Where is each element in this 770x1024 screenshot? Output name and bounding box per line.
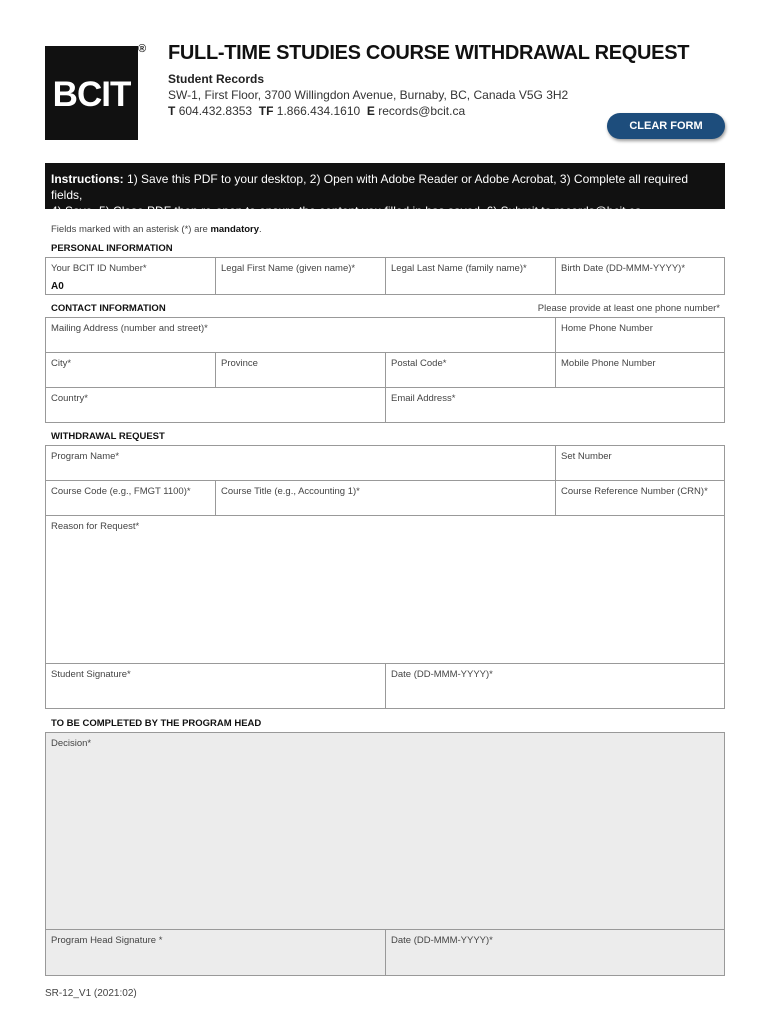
registered-mark: ® <box>138 43 147 55</box>
reason-label: Reason for Request* <box>51 521 140 532</box>
program-head-date-label: Date (DD-MMM-YYYY)* <box>391 935 493 946</box>
course-code-label: Course Code (e.g., FMGT 1100)* <box>51 486 191 497</box>
form-code: SR-12_V1 (2021:02) <box>45 988 137 999</box>
program-head-date-field[interactable] <box>385 929 725 976</box>
crn-field[interactable] <box>555 480 725 516</box>
last-name-label: Legal Last Name (family name)* <box>391 263 527 274</box>
email-label: E <box>366 104 375 118</box>
mobile-phone-field[interactable] <box>555 352 725 388</box>
instructions-box <box>45 163 725 218</box>
form-title: FULL-TIME STUDIES COURSE WITHDRAWAL REQUEST <box>168 42 690 64</box>
course-title-label: Course Title (e.g., Accounting 1)* <box>221 486 360 497</box>
contact-info-heading: CONTACT INFORMATION <box>51 303 166 314</box>
set-number-field[interactable] <box>555 445 725 481</box>
clear-form-button[interactable]: CLEAR FORM <box>607 113 725 139</box>
department-contact <box>168 104 465 118</box>
mandatory-note-bold: mandatory <box>210 224 260 235</box>
home-phone-label: Home Phone Number <box>561 323 653 334</box>
tollfree-label: TF <box>258 104 274 118</box>
email-address-field[interactable] <box>385 387 725 423</box>
program-name-label: Program Name* <box>51 451 120 462</box>
program-name-field[interactable] <box>45 445 556 481</box>
mailing-address-field[interactable] <box>45 317 556 353</box>
mailing-address-label: Mailing Address (number and street)* <box>51 323 208 334</box>
student-date-field[interactable] <box>385 663 725 709</box>
phone-value: 604.432.8353 <box>178 104 253 118</box>
reason-field[interactable] <box>45 515 725 664</box>
last-name-field[interactable] <box>385 257 556 295</box>
mandatory-note-suffix: . <box>259 224 262 235</box>
province-label: Province <box>221 358 258 369</box>
student-date-label: Date (DD-MMM-YYYY)* <box>391 669 493 680</box>
set-number-label: Set Number <box>561 451 612 462</box>
email-value: records@bcit.ca <box>378 104 466 118</box>
decision-label: Decision* <box>51 738 92 749</box>
postal-code-label: Postal Code* <box>391 358 447 369</box>
department-address: SW-1, First Floor, 3700 Willingdon Avenue, Burnaby, BC, Canada V5G 3H2 <box>168 88 569 102</box>
instructions-line-2: 4) Save, 5) Close PDF then re-open to ensure the content you filled in has saved, 6) Submit to records@bcit.ca. <box>51 204 645 218</box>
first-name-label: Legal First Name (given name)* <box>221 263 356 274</box>
bcit-id-field[interactable] <box>45 257 216 295</box>
crn-label: Course Reference Number (CRN)* <box>561 486 708 497</box>
phone-label: T <box>168 104 176 118</box>
instructions-line-1: 1) Save this PDF to your desktop, 2) Open with Adobe Reader or Adobe Acrobat, 3) Complete all required fields, <box>51 172 688 202</box>
student-signature-field[interactable] <box>45 663 386 709</box>
program-head-signature-label: Program Head Signature * <box>51 935 163 946</box>
birth-date-label: Birth Date (DD-MMM-YYYY)* <box>561 263 686 274</box>
email-address-label: Email Address* <box>391 393 456 404</box>
mandatory-note <box>51 224 262 235</box>
bcit-id-label: Your BCIT ID Number* <box>51 263 147 274</box>
country-label: Country* <box>51 393 88 404</box>
student-signature-label: Student Signature* <box>51 669 131 680</box>
province-field[interactable] <box>215 352 386 388</box>
instructions-label: Instructions: <box>51 172 124 186</box>
program-head-signature-field[interactable] <box>45 929 386 976</box>
home-phone-field[interactable] <box>555 317 725 353</box>
bcit-logo <box>45 46 138 140</box>
logo-text: BCIT <box>52 75 131 114</box>
phone-requirement-note: Please provide at least one phone number* <box>537 303 720 314</box>
bcit-id-value: A0 <box>51 281 64 292</box>
program-head-heading: TO BE COMPLETED BY THE PROGRAM HEAD <box>51 718 262 729</box>
course-code-field[interactable] <box>45 480 216 516</box>
city-label: City* <box>51 358 72 369</box>
mandatory-note-prefix: Fields marked with an asterisk (*) are <box>51 224 208 235</box>
withdrawal-request-heading: WITHDRAWAL REQUEST <box>51 431 165 442</box>
birth-date-field[interactable] <box>555 257 725 295</box>
city-field[interactable] <box>45 352 216 388</box>
course-title-field[interactable] <box>215 480 556 516</box>
country-field[interactable] <box>45 387 386 423</box>
decision-field[interactable] <box>45 732 725 930</box>
postal-code-field[interactable] <box>385 352 556 388</box>
tollfree-value: 1.866.434.1610 <box>276 104 361 118</box>
first-name-field[interactable] <box>215 257 386 295</box>
personal-info-heading: PERSONAL INFORMATION <box>51 243 173 254</box>
department-name: Student Records <box>168 72 265 86</box>
mobile-phone-label: Mobile Phone Number <box>561 358 656 369</box>
